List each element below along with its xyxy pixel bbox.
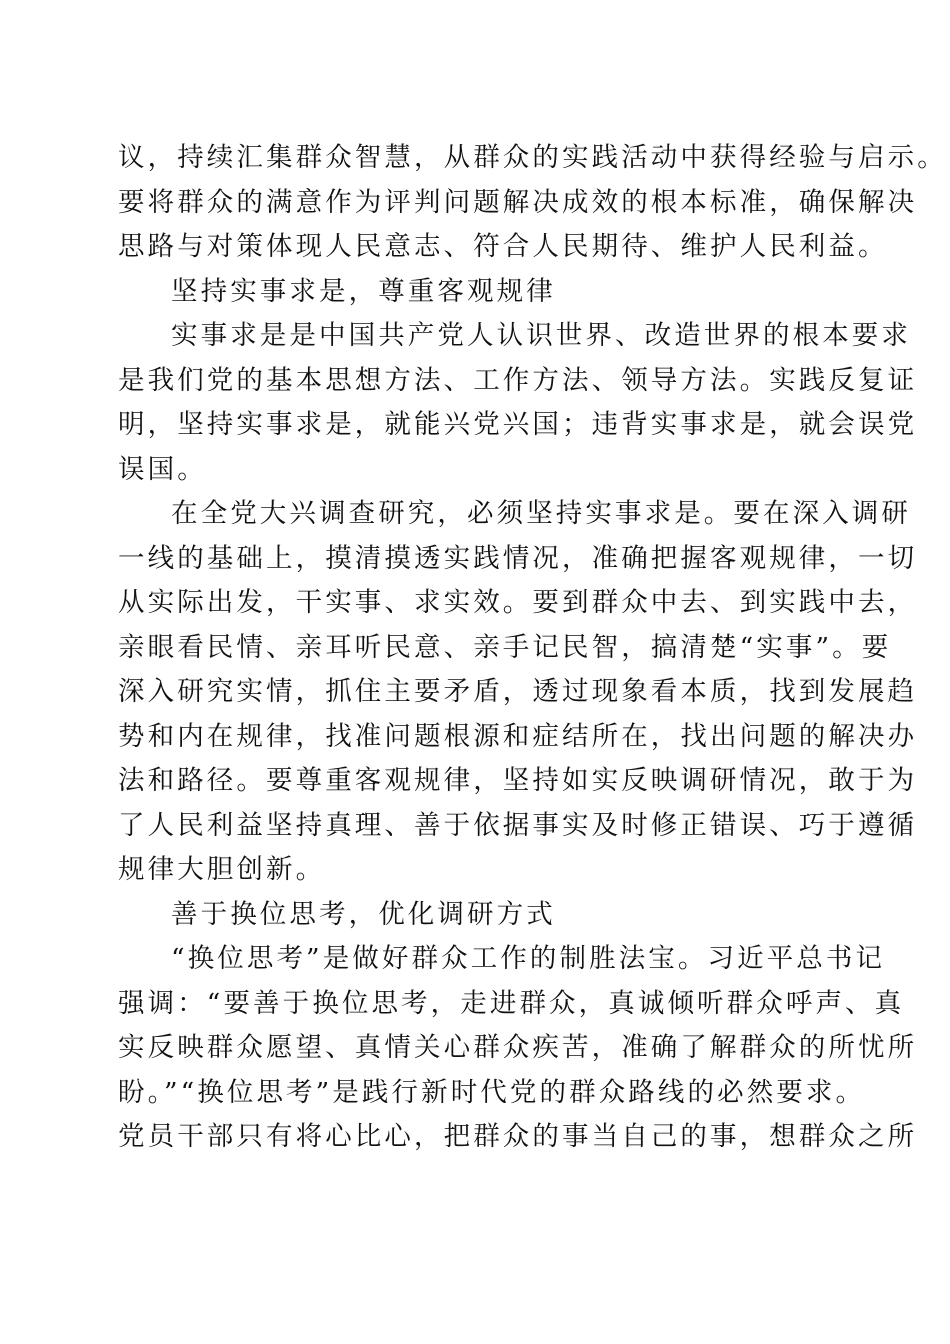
text-line: 是我们党的基本思想方法、工作方法、领导方法。实践反复证: [118, 364, 918, 396]
text-line: 在全党大兴调查研究，必须坚持实事求是。要在深入调研: [171, 498, 911, 529]
text-line: 深入研究实情，抓住主要矛盾，透过现象看本质，找到发展趋: [118, 676, 918, 707]
text-line: “换位思考”是做好群众工作的制胜法宝。习近平总书记: [171, 943, 886, 974]
section-heading: 坚持实事求是，尊重客观规律: [171, 275, 556, 307]
text-line: 法和路径。要尊重客观规律，坚持如实反映调研情况，敢于为: [118, 765, 918, 796]
text-line: 强调：“要善于换位思考，走进群众，真诚倾听群众呼声、真: [118, 987, 905, 1019]
text-line: 势和内在规律，找准问题根源和症结所在，找出问题的解决办: [118, 720, 918, 752]
text-line: 亲眼看民情、亲耳听民意、亲手记民智，搞清楚“实事”。要: [118, 631, 892, 663]
text-line: 规律大胆创新。: [118, 854, 326, 885]
text-line: 党员干部只有将心比心，把群众的事当自己的事，想群众之所: [118, 1121, 918, 1152]
text-line: 了人民利益坚持真理、善于依据事实及时修正错误、巧于遵循: [118, 809, 918, 841]
text-line: 从实际出发，干实事、求实效。要到群众中去、到实践中去，: [118, 587, 918, 618]
text-line: 明，坚持实事求是，就能兴党兴国；违背实事求是，就会误党: [118, 409, 918, 440]
text-line: 思路与对策体现人民意志、符合人民期待、维护人民利益。: [118, 231, 888, 262]
text-line: 实事求是是中国共产党人认识世界、改造世界的根本要求: [171, 320, 911, 351]
document-body: [118, 136, 947, 1160]
text-line: 误国。: [118, 453, 207, 485]
text-line: 要将群众的满意作为评判问题解决成效的根本标准，确保解决: [118, 186, 918, 218]
text-line: 盼。”“换位思考”是践行新时代党的群众路线的必然要求。: [118, 1076, 866, 1108]
text-line: 议，持续汇集群众智慧，从群众的实践活动中获得经验与启示。: [118, 142, 947, 173]
section-heading: 善于换位思考，优化调研方式: [171, 898, 556, 930]
text-line: 实反映群众愿望、真情关心群众疾苦，准确了解群众的所忧所: [118, 1032, 918, 1063]
text-line: 一线的基础上，摸清摸透实践情况，准确把握客观规律，一切: [118, 542, 918, 574]
